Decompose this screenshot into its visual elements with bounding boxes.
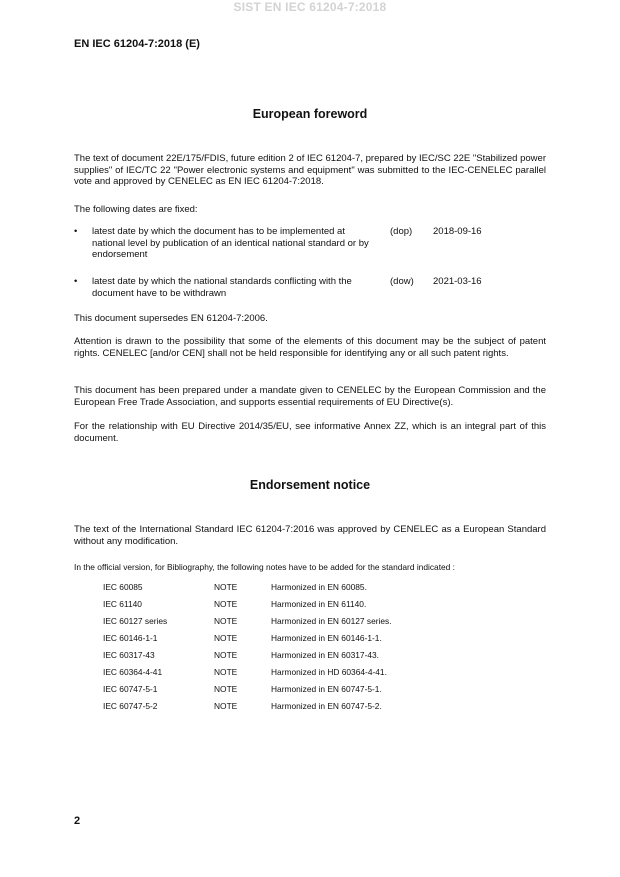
european-foreword-title: European foreword	[252, 107, 368, 121]
harmonized-cell: Harmonized in EN 60127 series.	[271, 616, 392, 626]
standard-cell: IEC 60747-5-2	[103, 701, 158, 711]
table-row	[103, 633, 392, 650]
table-row	[103, 684, 392, 701]
date-item-code: (dow)	[390, 276, 414, 287]
harmonized-cell: Harmonized in EN 60747-5-1.	[271, 684, 382, 694]
table-row	[103, 599, 392, 616]
table-row	[103, 616, 392, 633]
harmonized-cell: Harmonized in HD 60364-4-41.	[271, 667, 387, 677]
note-label-cell: NOTE	[214, 650, 238, 660]
document-id: EN IEC 61204-7:2018 (E)	[74, 38, 200, 50]
directive-text: For the relationship with EU Directive 2014/35/EU, see informative Annex ZZ, which is an integral part of this document.	[74, 421, 546, 444]
harmonized-cell: Harmonized in EN 60747-5-2.	[271, 701, 382, 711]
standard-cell: IEC 60747-5-1	[103, 684, 158, 694]
note-label-cell: NOTE	[214, 616, 238, 626]
bullet-icon: •	[74, 276, 78, 287]
standard-cell: IEC 60146-1-1	[103, 633, 158, 643]
note-label-cell: NOTE	[214, 633, 238, 643]
date-item-text: latest date by which the document has to be implemented at national level by publication of an identical national standard or by endorsement	[92, 226, 369, 261]
patent-text: Attention is drawn to the possibility that some of the elements of this document may be the subject of patent rights. CENELEC [and/or CEN] shall not be held responsible for identifying any or all such patent rights.	[74, 336, 546, 359]
table-row	[103, 650, 392, 667]
date-item-date: 2021-03-16	[433, 276, 482, 287]
harmonized-cell: Harmonized in EN 60085.	[271, 582, 367, 592]
standard-cell: IEC 60317-43	[103, 650, 155, 660]
watermark: SIST EN IEC 61204-7:2018	[233, 0, 387, 14]
dates-intro: The following dates are fixed:	[74, 204, 198, 215]
note-label-cell: NOTE	[214, 684, 238, 694]
foreword-intro: The text of document 22E/175/FDIS, future edition 2 of IEC 61204-7, prepared by IEC/SC 22E "Stabilized power supplies" of IEC/TC 22 "Power electronic systems and equipment" was submitted to the IEC-CENELEC parallel vote and approved by CENELEC as EN IEC 61204-7:2018.	[74, 153, 546, 188]
bibliography-notes-table	[103, 582, 392, 718]
standard-cell: IEC 60364-4-41	[103, 667, 163, 677]
bibliography-intro: In the official version, for Bibliography, the following notes have to be added for the standard indicated :	[74, 562, 455, 572]
standard-cell: IEC 61140	[103, 599, 142, 609]
endorsement-notice-title: Endorsement notice	[249, 478, 371, 492]
endorsement-text: The text of the International Standard IEC 61204-7:2016 was approved by CENELEC as a European Standard without any modification.	[74, 524, 546, 547]
supersedes-text: This document supersedes EN 61204-7:2006.	[74, 313, 268, 324]
date-item-dow	[74, 276, 546, 302]
standard-cell: IEC 60127 series	[103, 616, 168, 626]
date-item-code: (dop)	[390, 226, 413, 237]
note-label-cell: NOTE	[214, 582, 238, 592]
table-row	[103, 582, 392, 599]
note-label-cell: NOTE	[214, 599, 238, 609]
date-item-dop	[74, 226, 546, 266]
table-row	[103, 667, 392, 684]
mandate-text: This document has been prepared under a mandate given to CENELEC by the European Commission and the European Free Trade Association, and supports essential requirements of EU Directive(s).	[74, 385, 546, 408]
bullet-icon: •	[74, 226, 78, 237]
note-label-cell: NOTE	[214, 667, 238, 677]
note-label-cell: NOTE	[214, 701, 238, 711]
harmonized-cell: Harmonized in EN 61140.	[271, 599, 367, 609]
date-item-text: latest date by which the national standards conflicting with the document have to be withdrawn	[92, 276, 352, 299]
standard-cell: IEC 60085	[103, 582, 143, 592]
date-item-date: 2018-09-16	[433, 226, 482, 237]
table-row	[103, 701, 392, 718]
harmonized-cell: Harmonized in EN 60146-1-1.	[271, 633, 382, 643]
harmonized-cell: Harmonized in EN 60317-43.	[271, 650, 380, 660]
page-number: 2	[74, 815, 81, 827]
